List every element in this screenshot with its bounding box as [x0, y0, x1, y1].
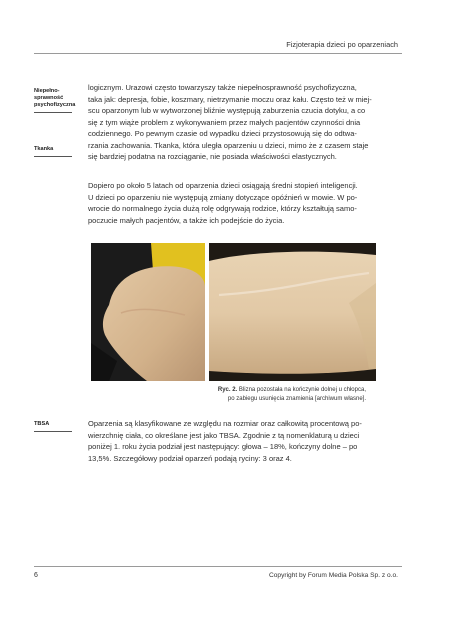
margin-note-tkanka — [34, 146, 72, 157]
footer-divider — [34, 566, 402, 567]
photo-right-image — [209, 243, 376, 381]
page-number: 6 — [34, 572, 38, 579]
body-paragraph-1 — [88, 82, 388, 163]
margin-note-line: Niepełno- — [34, 88, 60, 94]
text-line: wrocie do normalnego życia dużą rolę odgrywają rodzice, którzy kształtują samo- — [88, 204, 357, 213]
margin-note-niepelnosprawnosc — [34, 88, 76, 113]
text-line: codziennego. Po pewnym czasie od wypadku dzieci przystosowują się do odtwa- — [88, 129, 357, 138]
text-line: Oparzenia są klasyfikowane ze względu na rozmiar oraz całkowitą procentową po- — [88, 419, 362, 428]
running-header: Fizjoterapia dzieci po oparzeniach — [286, 40, 398, 49]
text-line: poczucie małych pacjentów, a także ich podejście do życia. — [88, 215, 285, 225]
header-divider — [34, 53, 402, 54]
body-paragraph-2 — [88, 180, 388, 226]
caption-text-line2: po zabiegu usunięcia znamienia [archiwum własne]. — [227, 396, 366, 402]
text-line: 13,5%. Szczegółowy podział oparzeń podają ryciny: 3 oraz 4. — [88, 453, 292, 463]
figure-label: Ryc. 2. — [217, 387, 238, 393]
copyright-notice: Copyright by Forum Media Polska Sp. z o.o. — [269, 572, 398, 579]
photo-left-image — [91, 243, 205, 381]
text-line: logicznym. Urazowi często towarzyszy także niepełnosprawność psychofizyczna, — [88, 83, 357, 92]
text-line: U dzieci po oparzeniu nie występują zmiany dotyczące opóźnień w mowie. W po- — [88, 192, 358, 202]
scar-photo-left — [91, 243, 205, 381]
scar-photo-right — [209, 243, 376, 381]
margin-note-line: Tkanka — [34, 146, 54, 152]
text-line: Dopiero po około 5 latach od oparzenia dzieci osiągają średni stopień inteligencji. — [88, 181, 358, 190]
text-line: wierzchnię ciała, co określane jest jako TBSA. Zgodnie z tą nomenklaturą u dzieci — [88, 430, 360, 440]
margin-note-line: sprawność — [34, 95, 64, 101]
figure-caption — [130, 386, 366, 404]
text-line: się bardziej podatna na rozciąganie, nie posiada właściwości elastycznych. — [88, 152, 337, 161]
text-line: taka jak: depresja, fobie, koszmary, nietrzymanie moczu oraz kału. Często też w miej- — [88, 94, 372, 104]
text-line: rzania zachowania. Tkanka, która uległa oparzeniu u dzieci, mimo że z czasem staje — [88, 140, 369, 150]
caption-text-line1: Blizna pozostała na kończynie dolnej u chłopca, — [238, 387, 366, 393]
margin-note-line: TBSA — [34, 421, 50, 427]
text-line: poniżej 1. roku życia podział jest następujący: głowa – 18%, kończyny dolne – po — [88, 442, 358, 451]
text-line: się z tym wiąże problem z wykonywaniem przez małych pacjentów czynności dnia — [88, 117, 361, 127]
text-line: scu oparzonym lub w wytworzonej bliźnie występują zaburzenia czucia dotyku, a co — [88, 106, 366, 115]
margin-note-line: psychofizyczna — [34, 102, 76, 108]
margin-note-tbsa — [34, 421, 72, 432]
body-paragraph-3 — [88, 418, 388, 464]
